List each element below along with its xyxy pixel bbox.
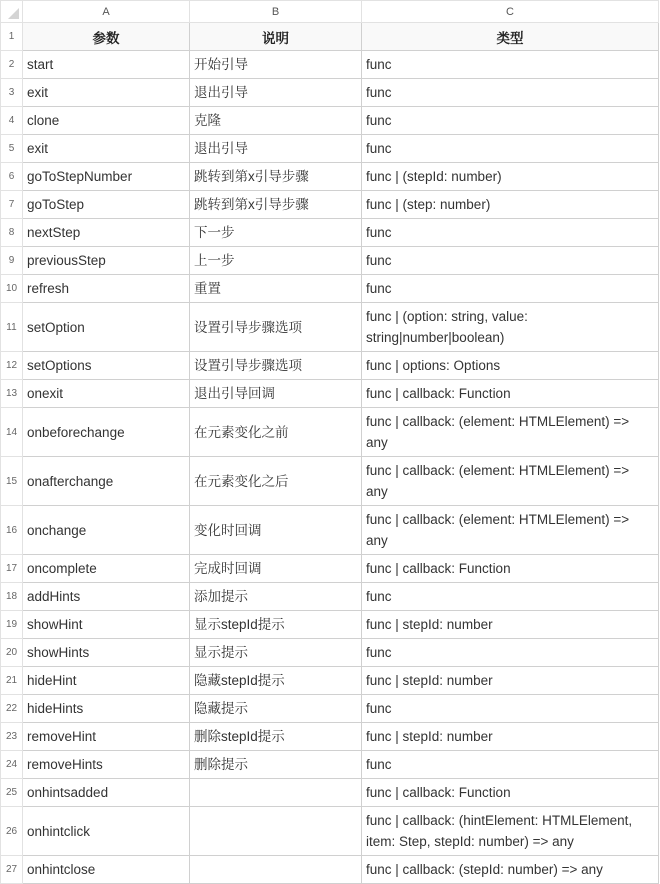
cell-desc[interactable]: 克隆 bbox=[190, 107, 362, 135]
cell-desc[interactable]: 跳转到第x引导步骤 bbox=[190, 163, 362, 191]
table-row bbox=[1, 408, 659, 457]
row-number[interactable]: 2 bbox=[1, 51, 23, 79]
row-number[interactable]: 25 bbox=[1, 779, 23, 807]
row-number[interactable]: 7 bbox=[1, 191, 23, 219]
cell-param[interactable]: nextStep bbox=[23, 219, 190, 247]
row-number[interactable]: 8 bbox=[1, 219, 23, 247]
cell-type[interactable]: func | callback: (stepId: number) => any bbox=[362, 856, 659, 884]
cell-param[interactable]: setOptions bbox=[23, 352, 190, 380]
cell-type[interactable]: func bbox=[362, 51, 659, 79]
cell-desc[interactable]: 完成时回调 bbox=[190, 555, 362, 583]
table-row bbox=[1, 611, 659, 639]
table-row bbox=[1, 275, 659, 303]
row-number[interactable]: 16 bbox=[1, 506, 23, 555]
row-number[interactable]: 18 bbox=[1, 583, 23, 611]
row-number[interactable]: 6 bbox=[1, 163, 23, 191]
row-number[interactable]: 12 bbox=[1, 352, 23, 380]
table-row bbox=[1, 191, 659, 219]
column-header-a[interactable]: A bbox=[23, 1, 190, 23]
table-row bbox=[1, 555, 659, 583]
table-row bbox=[1, 751, 659, 779]
cell-param[interactable]: exit bbox=[23, 79, 190, 107]
table-row bbox=[1, 79, 659, 107]
row-number[interactable]: 19 bbox=[1, 611, 23, 639]
cell-param[interactable]: goToStep bbox=[23, 191, 190, 219]
table-row bbox=[1, 807, 659, 856]
cell-param[interactable]: previousStep bbox=[23, 247, 190, 275]
row-number[interactable]: 4 bbox=[1, 107, 23, 135]
cell-type[interactable]: func bbox=[362, 135, 659, 163]
cell-desc[interactable]: 设置引导步骤选项 bbox=[190, 352, 362, 380]
cell-param[interactable]: exit bbox=[23, 135, 190, 163]
cell-type[interactable]: func bbox=[362, 695, 659, 723]
cell-desc[interactable] bbox=[190, 779, 362, 807]
row-number[interactable]: 17 bbox=[1, 555, 23, 583]
column-header-c[interactable]: C bbox=[362, 1, 659, 23]
cell-type[interactable]: func | stepId: number bbox=[362, 667, 659, 695]
row-number[interactable]: 23 bbox=[1, 723, 23, 751]
cell-desc[interactable]: 设置引导步骤选项 bbox=[190, 303, 362, 352]
cell-desc[interactable]: 显示提示 bbox=[190, 639, 362, 667]
table-row bbox=[1, 247, 659, 275]
table-row bbox=[1, 583, 659, 611]
cell-type[interactable]: func bbox=[362, 583, 659, 611]
cell-param[interactable]: addHints bbox=[23, 583, 190, 611]
cell-desc[interactable] bbox=[190, 807, 362, 856]
row-number[interactable]: 27 bbox=[1, 856, 23, 884]
cell-type[interactable]: func bbox=[362, 751, 659, 779]
cell-type[interactable]: func | callback: (element: HTMLElement) => any bbox=[362, 506, 659, 555]
cell-param[interactable]: start bbox=[23, 51, 190, 79]
cell-desc[interactable] bbox=[190, 856, 362, 884]
cell-desc[interactable]: 重置 bbox=[190, 275, 362, 303]
cell-type[interactable]: func bbox=[362, 247, 659, 275]
cell-type[interactable]: func | callback: (hintElement: HTMLElement, item: Step, stepId: number) => any bbox=[362, 807, 659, 856]
cell-type[interactable]: func bbox=[362, 79, 659, 107]
row-number[interactable]: 15 bbox=[1, 457, 23, 506]
row-number[interactable]: 26 bbox=[1, 807, 23, 856]
header-cell-desc[interactable]: 说明 bbox=[190, 23, 362, 51]
cell-type[interactable]: func | callback: (element: HTMLElement) => any bbox=[362, 457, 659, 506]
select-all-corner[interactable] bbox=[1, 1, 23, 23]
table-row bbox=[1, 695, 659, 723]
cell-param[interactable]: onhintsadded bbox=[23, 779, 190, 807]
cell-desc[interactable]: 显示stepId提示 bbox=[190, 611, 362, 639]
row-number[interactable]: 11 bbox=[1, 303, 23, 352]
row-number[interactable]: 10 bbox=[1, 275, 23, 303]
cell-param[interactable]: onexit bbox=[23, 380, 190, 408]
cell-param[interactable]: onchange bbox=[23, 506, 190, 555]
row-number[interactable]: 5 bbox=[1, 135, 23, 163]
cell-type[interactable]: func | callback: (element: HTMLElement) => any bbox=[362, 408, 659, 457]
cell-desc[interactable]: 退出引导回调 bbox=[190, 380, 362, 408]
table-row bbox=[1, 303, 659, 352]
cell-type[interactable]: func | stepId: number bbox=[362, 723, 659, 751]
table-row bbox=[1, 457, 659, 506]
cell-type[interactable]: func bbox=[362, 275, 659, 303]
cell-type[interactable]: func | callback: Function bbox=[362, 555, 659, 583]
table-row bbox=[1, 779, 659, 807]
cell-desc[interactable]: 退出引导 bbox=[190, 135, 362, 163]
select-all-triangle-icon bbox=[8, 8, 19, 19]
cell-param[interactable]: removeHints bbox=[23, 751, 190, 779]
table-row bbox=[1, 135, 659, 163]
cell-param[interactable]: goToStepNumber bbox=[23, 163, 190, 191]
cell-type[interactable]: func | (option: string, value: string|number|boolean) bbox=[362, 303, 659, 352]
cell-type[interactable]: func | options: Options bbox=[362, 352, 659, 380]
header-cell-type[interactable]: 类型 bbox=[362, 23, 659, 51]
cell-param[interactable]: hideHint bbox=[23, 667, 190, 695]
cell-param[interactable]: onbeforechange bbox=[23, 408, 190, 457]
cell-desc[interactable]: 上一步 bbox=[190, 247, 362, 275]
row-number[interactable]: 3 bbox=[1, 79, 23, 107]
table-row bbox=[1, 667, 659, 695]
header-cell-param[interactable]: 参数 bbox=[23, 23, 190, 51]
row-number[interactable]: 24 bbox=[1, 751, 23, 779]
column-header-b[interactable]: B bbox=[190, 1, 362, 23]
cell-param[interactable]: onhintclick bbox=[23, 807, 190, 856]
table-row bbox=[1, 51, 659, 79]
cell-param[interactable]: showHint bbox=[23, 611, 190, 639]
cell-type[interactable]: func bbox=[362, 219, 659, 247]
cell-type[interactable]: func bbox=[362, 639, 659, 667]
cell-type[interactable]: func | callback: Function bbox=[362, 380, 659, 408]
table-row bbox=[1, 639, 659, 667]
cell-type[interactable]: func | (stepId: number) bbox=[362, 163, 659, 191]
cell-desc[interactable]: 变化时回调 bbox=[190, 506, 362, 555]
cell-type[interactable]: func | stepId: number bbox=[362, 611, 659, 639]
row-number[interactable]: 1 bbox=[1, 23, 23, 51]
cell-desc[interactable]: 跳转到第x引导步骤 bbox=[190, 191, 362, 219]
table-row bbox=[1, 219, 659, 247]
row-number[interactable]: 22 bbox=[1, 695, 23, 723]
table-row bbox=[1, 107, 659, 135]
table-row bbox=[1, 856, 659, 884]
cell-desc[interactable]: 添加提示 bbox=[190, 583, 362, 611]
row-number[interactable]: 13 bbox=[1, 380, 23, 408]
cell-desc[interactable]: 隐藏提示 bbox=[190, 695, 362, 723]
cell-param[interactable]: setOption bbox=[23, 303, 190, 352]
cell-param[interactable]: showHints bbox=[23, 639, 190, 667]
cell-desc[interactable]: 下一步 bbox=[190, 219, 362, 247]
table-header-row bbox=[1, 23, 659, 51]
table-row bbox=[1, 163, 659, 191]
cell-desc[interactable]: 在元素变化之前 bbox=[190, 408, 362, 457]
cell-param[interactable]: removeHint bbox=[23, 723, 190, 751]
cell-desc[interactable]: 隐藏stepId提示 bbox=[190, 667, 362, 695]
cell-param[interactable]: onafterchange bbox=[23, 457, 190, 506]
cell-type[interactable]: func | (step: number) bbox=[362, 191, 659, 219]
cell-desc[interactable]: 开始引导 bbox=[190, 51, 362, 79]
cell-param[interactable]: clone bbox=[23, 107, 190, 135]
cell-desc[interactable]: 删除提示 bbox=[190, 751, 362, 779]
cell-type[interactable]: func | callback: Function bbox=[362, 779, 659, 807]
row-number[interactable]: 20 bbox=[1, 639, 23, 667]
row-number[interactable]: 21 bbox=[1, 667, 23, 695]
cell-param[interactable]: oncomplete bbox=[23, 555, 190, 583]
cell-desc[interactable]: 退出引导 bbox=[190, 79, 362, 107]
cell-desc[interactable]: 删除stepId提示 bbox=[190, 723, 362, 751]
table-row bbox=[1, 723, 659, 751]
cell-param[interactable]: onhintclose bbox=[23, 856, 190, 884]
cell-type[interactable]: func bbox=[362, 107, 659, 135]
row-number[interactable]: 14 bbox=[1, 408, 23, 457]
row-number[interactable]: 9 bbox=[1, 247, 23, 275]
cell-param[interactable]: hideHints bbox=[23, 695, 190, 723]
table-row bbox=[1, 380, 659, 408]
cell-param[interactable]: refresh bbox=[23, 275, 190, 303]
table-row bbox=[1, 506, 659, 555]
cell-desc[interactable]: 在元素变化之后 bbox=[190, 457, 362, 506]
table-row bbox=[1, 352, 659, 380]
